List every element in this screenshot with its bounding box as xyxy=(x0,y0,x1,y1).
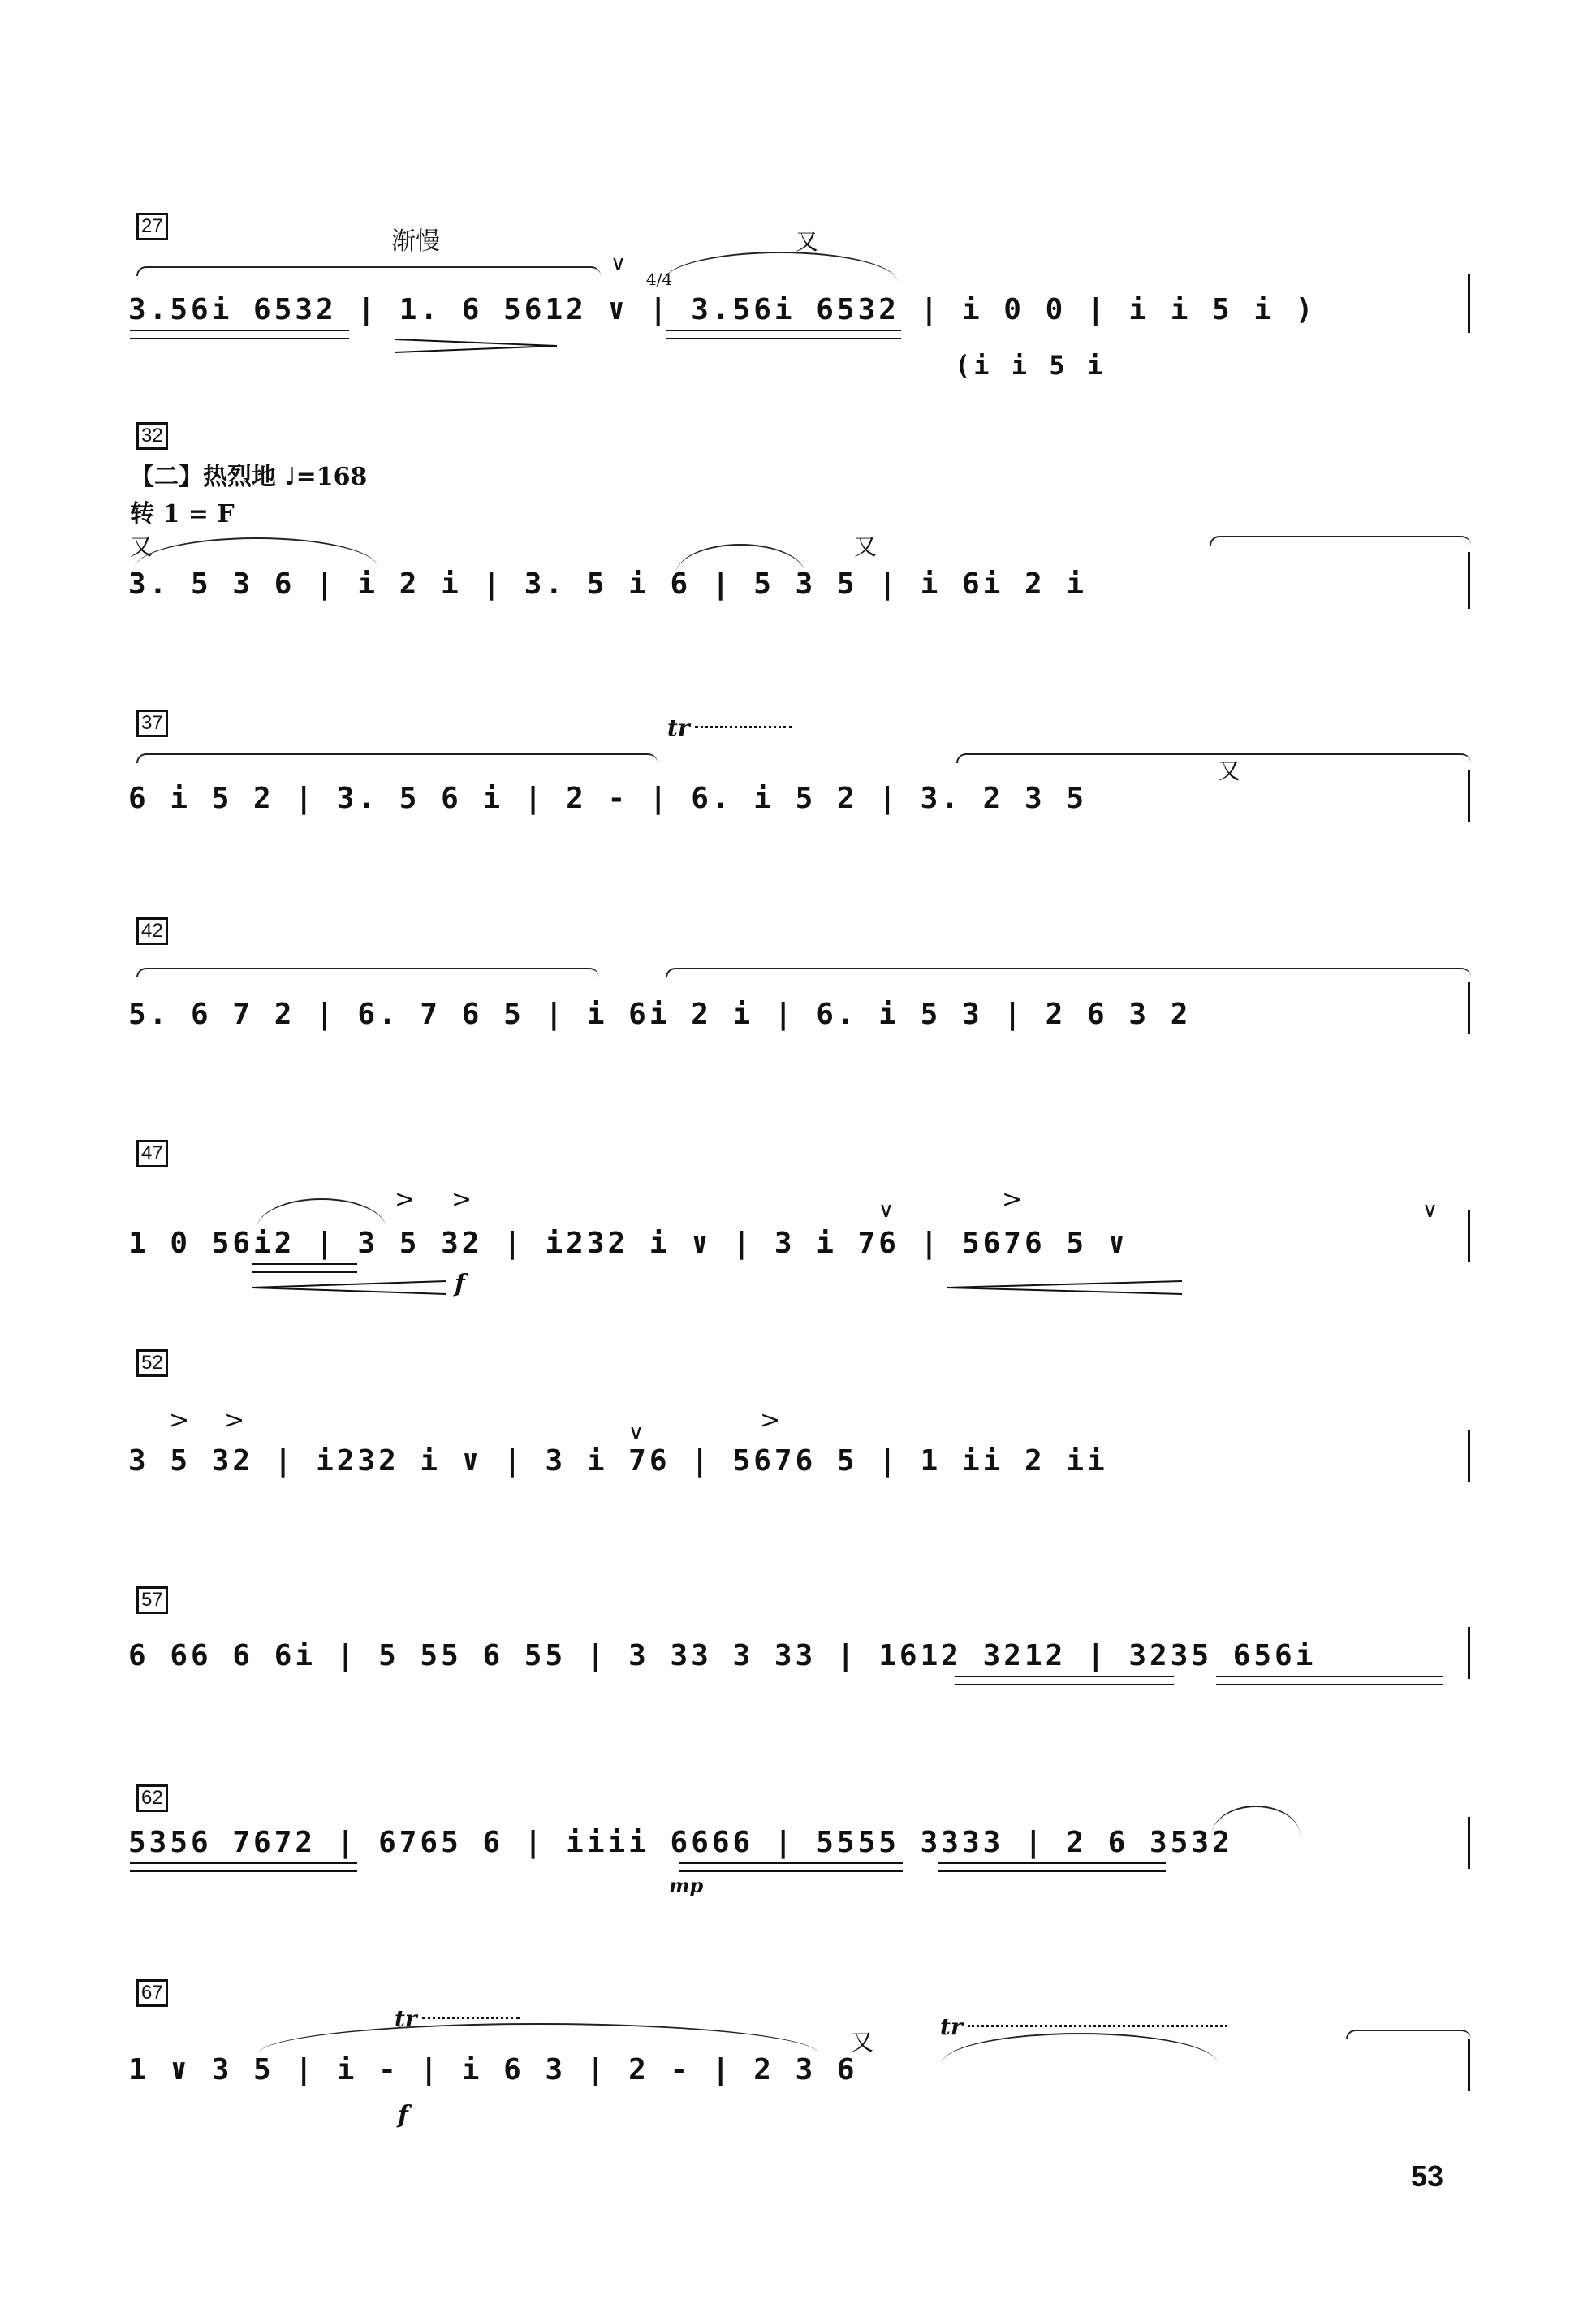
notation-line: 1 0 56i2 | 3 5 32 | i232 i ∨ | 3 i 76 | 5676 5 ∨ xyxy=(128,1227,1129,1260)
crescendo xyxy=(947,1279,1182,1289)
system-42 xyxy=(0,917,1596,1128)
slur xyxy=(258,2023,818,2054)
notation-line: 5. 6 7 2 | 6. 7 6 5 | i 6i 2 i | 6. i 5 3 | 2 6 3 2 xyxy=(128,998,1192,1031)
breath-mark: ∨ xyxy=(610,252,627,276)
system-27 xyxy=(0,213,1596,424)
tempo-marking: 渐慢 xyxy=(391,227,440,256)
dynamic-forte: f xyxy=(455,1270,465,1298)
dynamic-mezzo-piano: mp xyxy=(669,1874,704,1897)
barline xyxy=(1468,1210,1470,1262)
notation-line: 6 66 6 6i | 5 55 6 55 | 3 33 3 33 | 1612 3212 | 3235 656i xyxy=(128,1639,1317,1672)
notation-line: 3 5 32 | i232 i ∨ | 3 i 76 | 5676 5 | 1 ii 2 ii xyxy=(128,1444,1108,1478)
underline-group xyxy=(938,1862,1166,1872)
measure-number: 57 xyxy=(136,1586,168,1614)
system-57 xyxy=(0,1586,1596,1797)
underline-group xyxy=(130,1862,357,1872)
measure-number: 42 xyxy=(136,917,168,945)
breath-mark: ∨ xyxy=(1422,1198,1439,1223)
system-62 xyxy=(0,1784,1596,1996)
key-change: 转 1 = F xyxy=(130,500,235,529)
dynamic-forte: f xyxy=(398,2101,408,2129)
underline-group xyxy=(666,330,901,339)
slur xyxy=(135,537,378,568)
barline xyxy=(1468,1627,1470,1679)
ornament-mark: 又 xyxy=(854,533,878,560)
slur xyxy=(956,753,1471,763)
page-number: 53 xyxy=(1411,2160,1444,2193)
system-37 xyxy=(0,710,1596,921)
notation-line: 3. 5 3 6 | i 2 i | 3. 5 i 6 | 5 3 5 | i 6i 2 i xyxy=(128,567,1087,601)
section-label: 【二】热烈地 ♩=168 xyxy=(130,463,368,491)
underline-group xyxy=(130,330,349,339)
accent-mark: > xyxy=(169,1406,190,1435)
measure-number: 37 xyxy=(136,710,168,737)
slur xyxy=(136,753,658,763)
barline xyxy=(1468,770,1470,822)
ornament-mark: 又 xyxy=(1218,757,1241,784)
ornament-mark: 又 xyxy=(851,2029,874,2056)
slur xyxy=(136,266,601,276)
accent-mark: > xyxy=(760,1406,781,1435)
ornament-mark: 又 xyxy=(796,228,819,255)
trill-wave xyxy=(695,726,792,735)
breath-mark: ∨ xyxy=(628,1421,645,1445)
measure-number: 67 xyxy=(136,1979,168,2007)
measure-number: 27 xyxy=(136,213,168,240)
ornament-mark: 又 xyxy=(130,533,153,560)
barline xyxy=(1468,1430,1470,1482)
barline xyxy=(1468,2039,1470,2091)
underline-group xyxy=(955,1676,1174,1685)
slur xyxy=(1211,1806,1301,1836)
notation-line: 1 ∨ 3 5 | i - | i 6 3 | 2 - | 2 3 6 xyxy=(128,2053,858,2086)
barline xyxy=(1468,982,1470,1034)
measure-number: 32 xyxy=(136,422,168,450)
slur xyxy=(1210,536,1471,546)
breath-mark: ∨ xyxy=(878,1198,895,1223)
slur xyxy=(666,968,1471,977)
accent-mark: > xyxy=(451,1185,472,1214)
slur xyxy=(1346,2030,1471,2039)
system-52 xyxy=(0,1349,1596,1560)
slur xyxy=(257,1198,386,1229)
notation-line: 3.56i 6532 | 1. 6 5612 ∨ | 3.56i 6532 | i 0 0 | i i 5 i ) xyxy=(128,293,1317,326)
accent-mark: > xyxy=(224,1406,245,1435)
trill-mark: tr xyxy=(667,714,690,741)
measure-number: 52 xyxy=(136,1349,168,1377)
measure-number: 47 xyxy=(136,1140,168,1167)
barline xyxy=(1468,1817,1470,1869)
trill-mark: tr xyxy=(395,2005,417,2032)
slur xyxy=(136,968,599,977)
trill-mark: tr xyxy=(940,2013,963,2040)
time-signature: 4/4 xyxy=(646,270,673,289)
underline-group xyxy=(252,1263,357,1273)
underline-group xyxy=(679,1862,903,1872)
underline-group xyxy=(1216,1676,1443,1685)
notation-line: 5356 7672 | 6765 6 | iiii 6666 | 5555 3333 | 2 6 3532 xyxy=(128,1826,1233,1859)
accompaniment-line: (i i 5 i xyxy=(955,350,1106,381)
crescendo xyxy=(252,1279,446,1289)
slur xyxy=(662,252,898,283)
accent-mark: > xyxy=(395,1185,416,1214)
system-47 xyxy=(0,1140,1596,1351)
system-67 xyxy=(0,1979,1596,2190)
slur xyxy=(942,2033,1218,2064)
system-32 xyxy=(0,422,1596,633)
barline xyxy=(1468,274,1470,333)
notation-line: 6 i 5 2 | 3. 5 6 i | 2 - | 6. i 5 2 | 3. 2 3 5 xyxy=(128,782,1087,815)
measure-number: 62 xyxy=(136,1784,168,1812)
barline xyxy=(1468,552,1470,609)
accent-mark: > xyxy=(1002,1185,1023,1214)
decrescendo xyxy=(395,338,557,347)
